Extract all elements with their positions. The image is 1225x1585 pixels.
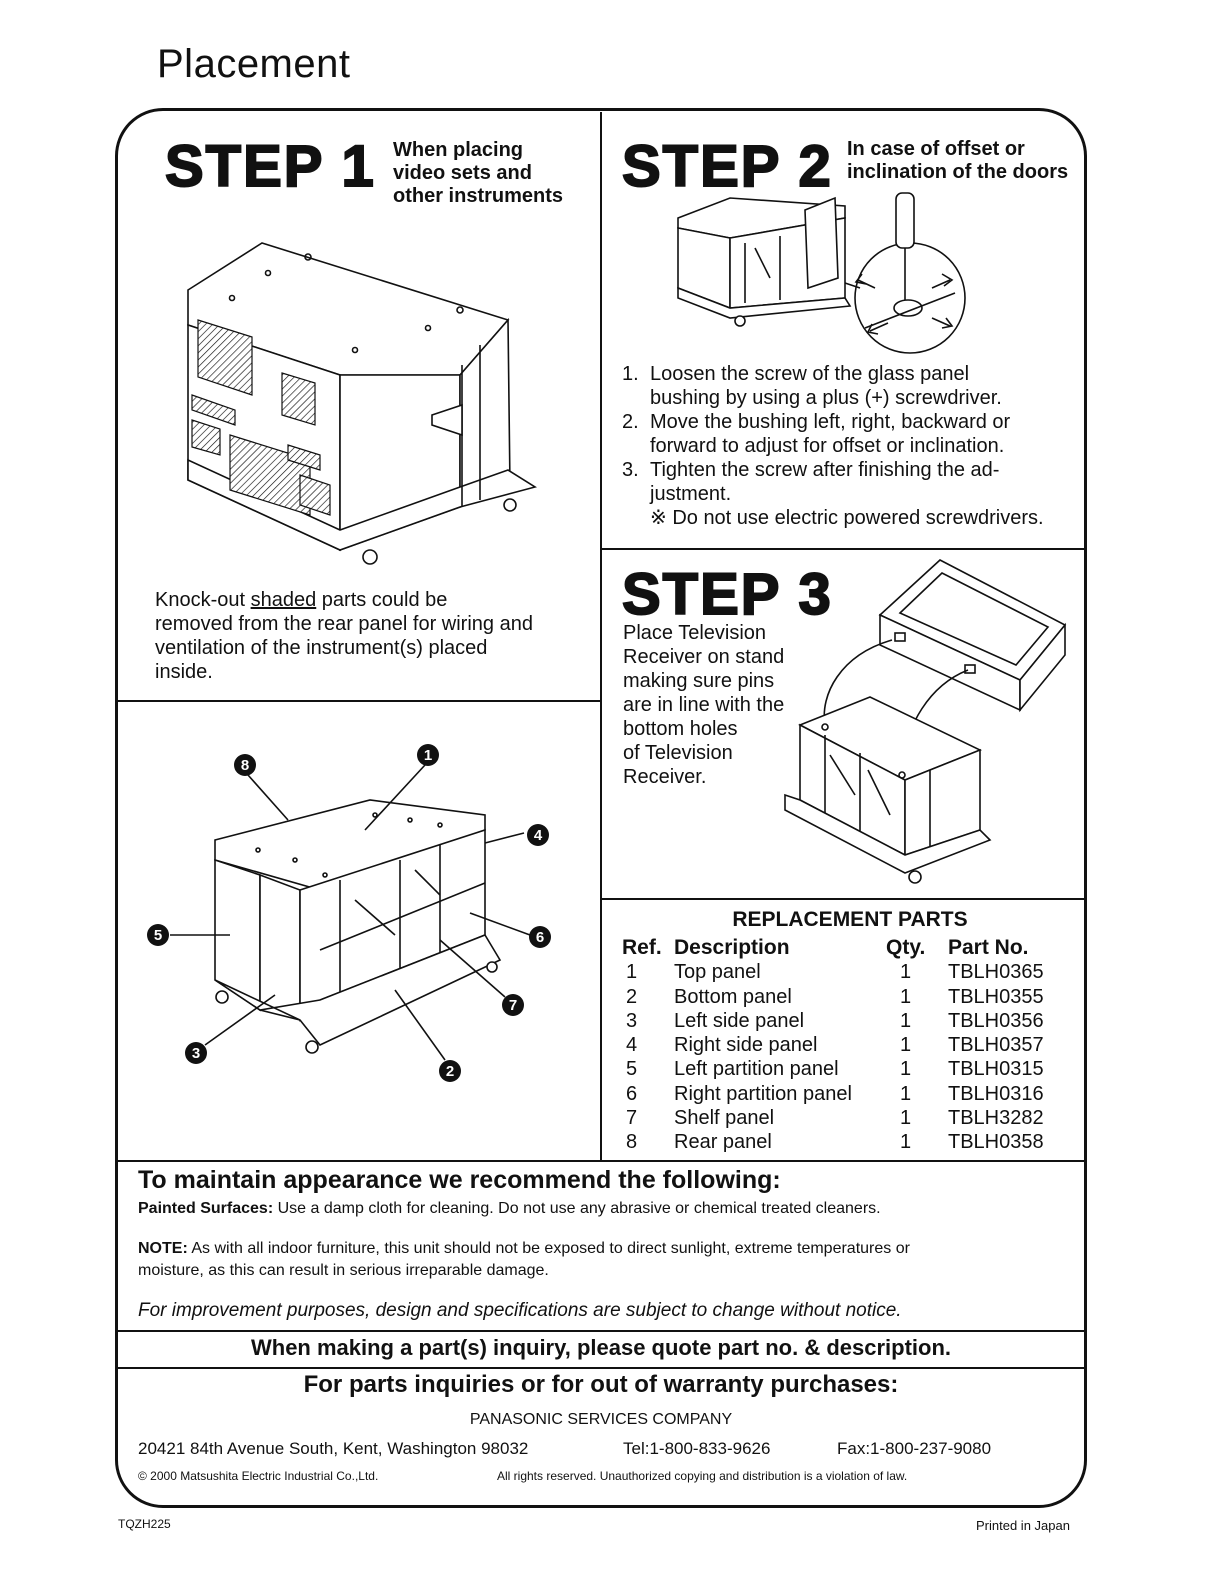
note-label: NOTE: — [138, 1240, 188, 1257]
main-maint-divider — [118, 1160, 1084, 1162]
cell-part-no: TBLH3282 — [948, 1107, 1044, 1130]
step3-heading: STEP 3 — [622, 562, 833, 627]
note-text: Knock-out — [155, 589, 251, 611]
step1-subtitle-line: When placing — [393, 139, 523, 161]
improvement-divider — [118, 1330, 1084, 1332]
instruction-item — [622, 410, 1072, 458]
cell-description: Right side panel — [674, 1034, 818, 1057]
warning-note: ※ Do not use electric powered screwdrivers. — [650, 507, 1044, 529]
step2-subtitle-line: inclination of the doors — [847, 161, 1069, 183]
cell-description: Left side panel — [674, 1009, 805, 1032]
cell-part-no: TBLH0315 — [948, 1058, 1044, 1081]
improvement-notice: For improvement purposes, design and specifications are subject to change without notice. — [138, 1300, 902, 1321]
painted-text: Use a damp cloth for cleaning. Do not use any abrasive or chemical treated cleaners. — [273, 1200, 881, 1217]
cell-description: Right partition panel — [674, 1082, 852, 1105]
header-part-no: Part No. — [948, 936, 1029, 959]
step3-line: bottom holes — [623, 718, 738, 740]
cell-ref: 8 — [626, 1131, 638, 1154]
cell-qty: 1 — [900, 1082, 912, 1105]
note-text: moisture, as this can result in serious irreparable damage. — [138, 1262, 549, 1279]
note-shaded-word: shaded — [250, 589, 317, 611]
header-description: Description — [674, 936, 790, 959]
callout-label: 7 — [508, 997, 518, 1014]
step3-line: Receiver on stand — [623, 646, 785, 668]
cell-qty: 1 — [900, 1131, 912, 1154]
cell-description: Top panel — [674, 961, 761, 984]
callout-label: 6 — [535, 929, 545, 946]
tv-placement-illustration — [780, 555, 1080, 890]
cell-part-no: TBLH0316 — [948, 1082, 1044, 1105]
instruction-text: justment. — [650, 483, 732, 505]
step2-heading: STEP 2 — [622, 134, 833, 199]
maintenance-heading: To maintain appearance we recommend the following: — [138, 1166, 781, 1194]
callout-label: 8 — [240, 757, 250, 774]
step2-instructions — [622, 362, 1072, 530]
document-code: TQZH225 — [118, 1517, 171, 1531]
callout-3 — [185, 1042, 207, 1064]
instruction-text: Tighten the screw after finishing the ad- — [650, 459, 1000, 481]
instruction-number: 3. — [622, 459, 639, 481]
note-text: parts could be — [316, 589, 448, 611]
cell-part-no: TBLH0357 — [948, 1034, 1044, 1057]
note-text: As with all indoor furniture, this unit should not be exposed to direct sunlight, extreme temperatures or — [187, 1240, 910, 1257]
company-tel: Tel:1-800-833-9626 — [623, 1439, 771, 1458]
cell-qty: 1 — [900, 1034, 912, 1057]
cell-part-no: TBLH0356 — [948, 1009, 1044, 1032]
cell-description: Rear panel — [674, 1131, 772, 1154]
callout-label: 4 — [533, 827, 543, 844]
step1-heading: STEP 1 — [165, 134, 376, 199]
step2-step3-divider — [601, 548, 1084, 550]
table-row — [622, 1106, 1068, 1130]
instruction-text: forward to adjust for offset or inclination. — [650, 435, 1005, 457]
parts-assembly-diagram — [140, 735, 570, 1095]
company-address: 20421 84th Avenue South, Kent, Washington 98032 — [138, 1439, 529, 1458]
callout-label: 2 — [445, 1063, 455, 1080]
cell-description: Left partition panel — [674, 1058, 839, 1081]
step1-note — [155, 588, 585, 684]
header-ref: Ref. — [622, 936, 662, 959]
cell-ref: 2 — [626, 985, 638, 1008]
page-title: Placement — [157, 42, 351, 86]
step2-subtitle-line: In case of offset or — [847, 138, 1025, 160]
replacement-parts-title: REPLACEMENT PARTS — [732, 908, 968, 931]
general-note — [138, 1238, 1073, 1282]
step3-line: are in line with the — [623, 694, 785, 716]
callout-1 — [417, 744, 439, 766]
copyright-notice: © 2000 Matsushita Electric Industrial Co.,Ltd. — [138, 1469, 379, 1483]
instruction-item — [622, 458, 1072, 506]
cell-ref: 6 — [626, 1082, 638, 1105]
company-name: PANASONIC SERVICES COMPANY — [469, 1411, 733, 1428]
instruction-text: bushing by using a plus (+) screwdriver. — [650, 387, 1002, 409]
cell-description: Shelf panel — [674, 1107, 775, 1130]
header-qty: Qty. — [886, 936, 926, 959]
callout-6 — [529, 926, 551, 948]
printed-in: Printed in Japan — [976, 1518, 1070, 1533]
cell-qty: 1 — [900, 961, 912, 984]
cell-qty: 1 — [900, 1009, 912, 1032]
company-fax: Fax:1-800-237-9080 — [837, 1439, 992, 1458]
cell-description: Bottom panel — [674, 985, 792, 1008]
step3-parts-divider — [601, 898, 1084, 900]
column-divider — [600, 112, 602, 1160]
step1-subtitle — [393, 139, 563, 208]
table-row — [622, 985, 1068, 1009]
step1-subtitle-line: video sets and — [393, 162, 532, 184]
step3-line: making sure pins — [623, 670, 775, 692]
note-text: inside. — [155, 661, 213, 683]
callout-7 — [502, 994, 524, 1016]
table-header-row — [622, 936, 1068, 960]
cell-ref: 1 — [626, 961, 638, 984]
screwdriver-adjustment-illustration — [670, 188, 990, 358]
cell-ref: 3 — [626, 1009, 638, 1032]
parts-inquiry-heading: For parts inquiries or for out of warranty purchases: — [303, 1371, 899, 1398]
rights-notice: All rights reserved. Unauthorized copying and distribution is a violation of law. — [497, 1469, 908, 1483]
table-row — [622, 960, 1068, 984]
callout-4 — [527, 824, 549, 846]
callout-label: 5 — [153, 927, 163, 944]
callout-8 — [234, 754, 256, 776]
cell-ref: 4 — [626, 1034, 638, 1057]
callout-5 — [147, 924, 169, 946]
inquiry-divider — [118, 1367, 1084, 1369]
table-row — [622, 1009, 1068, 1033]
cell-qty: 1 — [900, 1107, 912, 1130]
step3-line: Receiver. — [623, 766, 707, 788]
callout-label: 1 — [423, 747, 433, 764]
step1-subtitle-line: other instruments — [393, 185, 564, 207]
cell-part-no: TBLH0355 — [948, 985, 1044, 1008]
step1-assembly-divider — [118, 700, 600, 702]
cell-qty: 1 — [900, 1058, 912, 1081]
callout-2 — [439, 1060, 461, 1082]
table-row — [622, 1057, 1068, 1081]
note-text: ventilation of the instrument(s) placed — [155, 637, 488, 659]
instruction-text: Loosen the screw of the glass panel — [650, 363, 970, 385]
cell-ref: 7 — [626, 1107, 638, 1130]
note-text: removed from the rear panel for wiring and — [155, 613, 533, 635]
cell-ref: 5 — [626, 1058, 638, 1081]
cell-part-no: TBLH0365 — [948, 961, 1044, 984]
rear-panel-illustration — [170, 225, 550, 575]
cell-part-no: TBLH0358 — [948, 1131, 1044, 1154]
replacement-parts-table — [622, 936, 1068, 1155]
painted-label: Painted Surfaces: — [138, 1200, 274, 1217]
cell-qty: 1 — [900, 985, 912, 1008]
instruction-number: 1. — [622, 363, 639, 385]
step3-line: of Television — [623, 742, 733, 764]
instruction-item — [622, 362, 1072, 410]
table-row — [622, 1130, 1068, 1154]
inquiry-instruction: When making a part(s) inquiry, please quote part no. & description. — [250, 1335, 951, 1360]
table-row — [622, 1033, 1068, 1057]
callout-label: 3 — [191, 1045, 201, 1062]
painted-surfaces-note — [138, 1198, 1068, 1220]
instruction-text: Move the bushing left, right, backward or — [650, 411, 1011, 433]
table-row — [622, 1082, 1068, 1106]
step2-subtitle — [847, 138, 1068, 184]
step3-line: Place Television — [623, 622, 767, 644]
instruction-number: 2. — [622, 411, 639, 433]
